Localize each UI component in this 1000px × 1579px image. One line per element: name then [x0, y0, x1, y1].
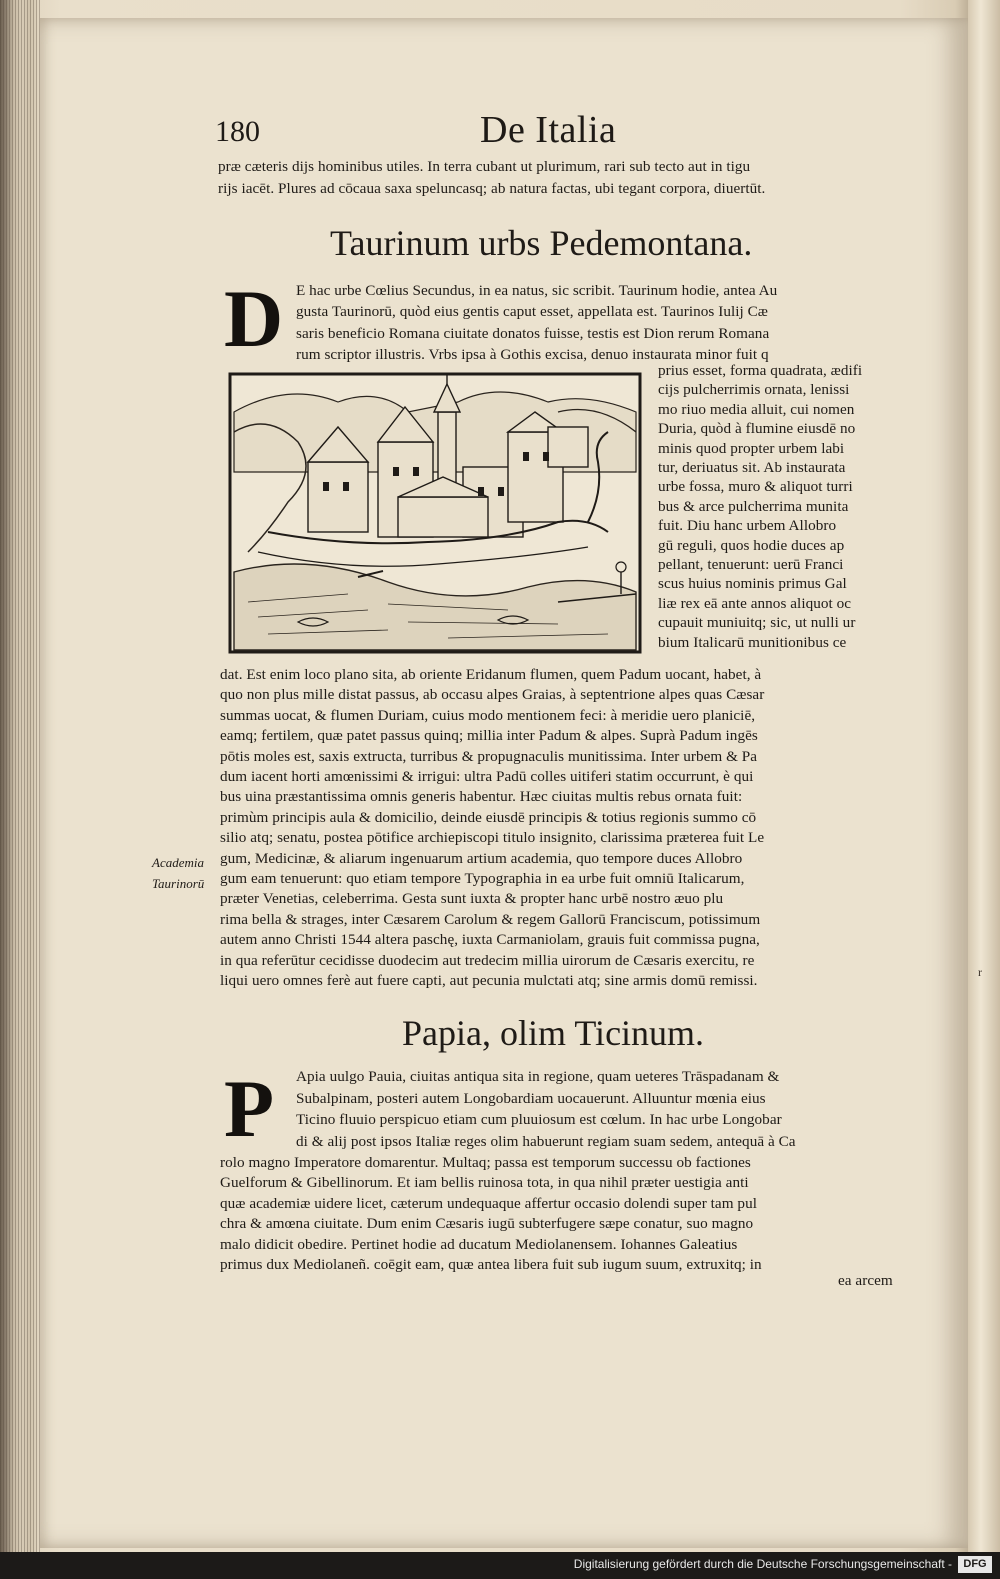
text-line: bus & arce pulcherrima munita: [658, 497, 849, 515]
text-line: præter Venetias, celeberrima. Gesta sunt iuxta & propter hanc urbē nostro æuo plu: [220, 890, 724, 908]
text-line: liæ rex eā ante annos aliquot oc: [658, 594, 852, 612]
text-line: saris beneficio Romana ciuitate donatos fuisse, testis est Dion rerum Romana: [296, 324, 770, 342]
text-line: cupauit muniuitq; sic, ut nulli ur: [658, 614, 856, 632]
text-line: mo riuo media alluit, cui nomen: [658, 400, 855, 418]
text-line: gum, Medicinæ, & aliarum ingenuarum artium academia, quo tempore duces Allobro: [220, 849, 743, 867]
text-line: chra & amœna ciuitate. Dum enim Cæsaris iugū subterfugere sæpe conatur, suo magno: [220, 1215, 754, 1233]
dropcap-p: P: [224, 1063, 275, 1154]
woodcut-illustration-turin: [228, 372, 642, 654]
text-line: silio atq; senatu, postea pōtifice archiepiscopi titulo insignito, clarissima præterea fuit Le: [220, 829, 765, 847]
text-line: minis quod propter urbem labi: [658, 439, 845, 457]
section-heading-papia: Papia, olim Ticinum.: [402, 1013, 705, 1053]
facing-page-edge: [968, 0, 1000, 1579]
text-line: prius esset, forma quadrata, ædifi: [658, 362, 863, 379]
text-line: primus dux Mediolaneñ. coēgit eam, quæ antea libera fuit sub iugum suum, extruxitq; in: [220, 1256, 762, 1273]
catchword: ea arcem: [838, 1272, 893, 1289]
text-line: rima bella & strages, inter Cæsarem Carolum & regem Gallorū Franciscum, potissimum: [220, 910, 761, 928]
text-line: autem anno Christi 1544 altera paschę, iuxta Carmaniolam, grauis fuit commissa pugna,: [220, 931, 760, 949]
text-line: Ticino fluuio perspicuo etiam cum pluuiosum est cœlum. In hac urbe Longobar: [296, 1111, 782, 1128]
text-line: Duria, quòd à flumine eiusdē no: [658, 420, 856, 438]
text-line: bium Italicarū munitionibus ce: [658, 633, 847, 651]
text-line: bus uina præstantissima omnis generis habentur. Hæc ciuitas multis rebus ornata fuit:: [220, 788, 743, 806]
text-line: Subalpinam, posteri autem Longobardiam uocauerunt. Alluuntur mœnia eius: [296, 1089, 766, 1107]
text-line: Apia uulgo Pauia, ciuitas antiqua sita in regione, quam ueteres Trāspadanam &: [296, 1068, 780, 1085]
page-edges: [0, 0, 40, 1579]
text-line: rum scriptor illustris. Vrbs ipsa à Gothis excisa, denuo instaurata minor fuit q: [296, 345, 769, 363]
text-line: summas uocat, & flumen Duriam, cuius modo mentionem feci: à meridie uero planiciē,: [220, 706, 756, 724]
text-line: eamq; fertilem, quæ patet passus quinq; millia inter Padum & alpes. Suprà Padum ingēs: [220, 727, 758, 745]
folio-number: 180: [215, 115, 260, 148]
text-line: primùm principis aula & domicilio, deinde eiusdē principis & totius regionis summo cō: [220, 808, 757, 826]
text-line: fuit. Diu hanc urbem Allobro: [658, 517, 837, 535]
text-line: pōtis moles est, saxis extructa, turribus & propugnaculis munitissima. Inter urbem & Pa: [220, 747, 758, 765]
text-line: liqui uero omnes ferè aut fuere capti, aut pecunia mulctati atq; sine armis domū remissi.: [220, 972, 758, 989]
text-line: malo didicit obedire. Pertinet hodie ad ducatum Mediolanensem. Iohannes Galeatius: [220, 1235, 738, 1253]
text-line: Guelforum & Gibellinorum. Et iam bellis ruinosa tota, in qua nihil præter uestigia anti: [220, 1174, 749, 1192]
dfg-logo: DFG: [958, 1556, 992, 1573]
text-line: pellant, tenuerunt: uerū Franci: [658, 556, 844, 573]
text-line: quæ academiæ uidere licet, cæterum undequaque affertur occasio dolendi super tam pul: [220, 1194, 757, 1212]
text-line: urbe fossa, muro & aliquot turri: [658, 478, 853, 496]
section-heading-taurinum: Taurinum urbs Pedemontana.: [330, 223, 753, 263]
text-line: in qua referūtur cecidisse duodecim aut tredecim millia uirorum de Cæsaris exercitu, re: [220, 951, 755, 969]
dropcap-d: D: [224, 273, 284, 364]
text-line: rolo magno Imperatore domarentur. Multaq; passa est temporum successu ob factiones: [220, 1154, 751, 1171]
text-line: di & alij post ipsos Italiæ reges olim habuerunt regiam suam sedem, antequā à Ca: [296, 1132, 796, 1150]
text-line: gū reguli, quos hodie duces ap: [658, 536, 845, 554]
text-line: gum eam tenuerunt: quo etiam tempore Typographia in ea urbe fuit omniū Italicarum,: [220, 870, 745, 887]
text-line: cijs pulcherrimis ornata, lenissi: [658, 381, 850, 399]
text-line: dat. Est enim loco plano sita, ab oriente Eridanum flumen, quem Padum uocant, habet, à: [220, 666, 762, 683]
text-line: quo non plus mille distat passus, ab occasu alpes Graias, à septentrione alpes quas Cæsar: [220, 686, 765, 704]
marginal-note-line-2: Taurinorū: [152, 876, 205, 891]
text-line: dum iacent horti amœnissimi & irrigui: ultra Padū colles uitiferi statim occurrunt, è qui: [220, 768, 754, 785]
text-line: tur, deriuatus sit. Ab instaurata: [658, 459, 846, 476]
text-line: præ cæteris dijs hominibus utiles. In terra cubant ut plurimum, rari sub tecto aut in tigu: [218, 158, 751, 175]
text-line: scus huius nominis primus Gal: [658, 575, 847, 593]
running-head: De Italia: [480, 109, 617, 151]
facing-page-fragment: r: [978, 965, 982, 979]
text-line: E hac urbe Cœlius Secundus, in ea natus, sic scribit. Taurinum hodie, antea Au: [296, 282, 778, 299]
digitization-credit: Digitalisierung gefördert durch die Deutsche Forschungsgemeinschaft -: [573, 1557, 952, 1571]
marginal-note-line-1: Academia: [152, 855, 204, 870]
text-line: rijs iacēt. Plures ad cōcaua saxa speluncasq; ab natura factas, ubi tegant corpora, diuertūt.: [218, 179, 766, 197]
text-line: gusta Taurinorū, quòd eius gentis caput esset, appellata est. Taurinos Iulij Cæ: [296, 303, 768, 321]
